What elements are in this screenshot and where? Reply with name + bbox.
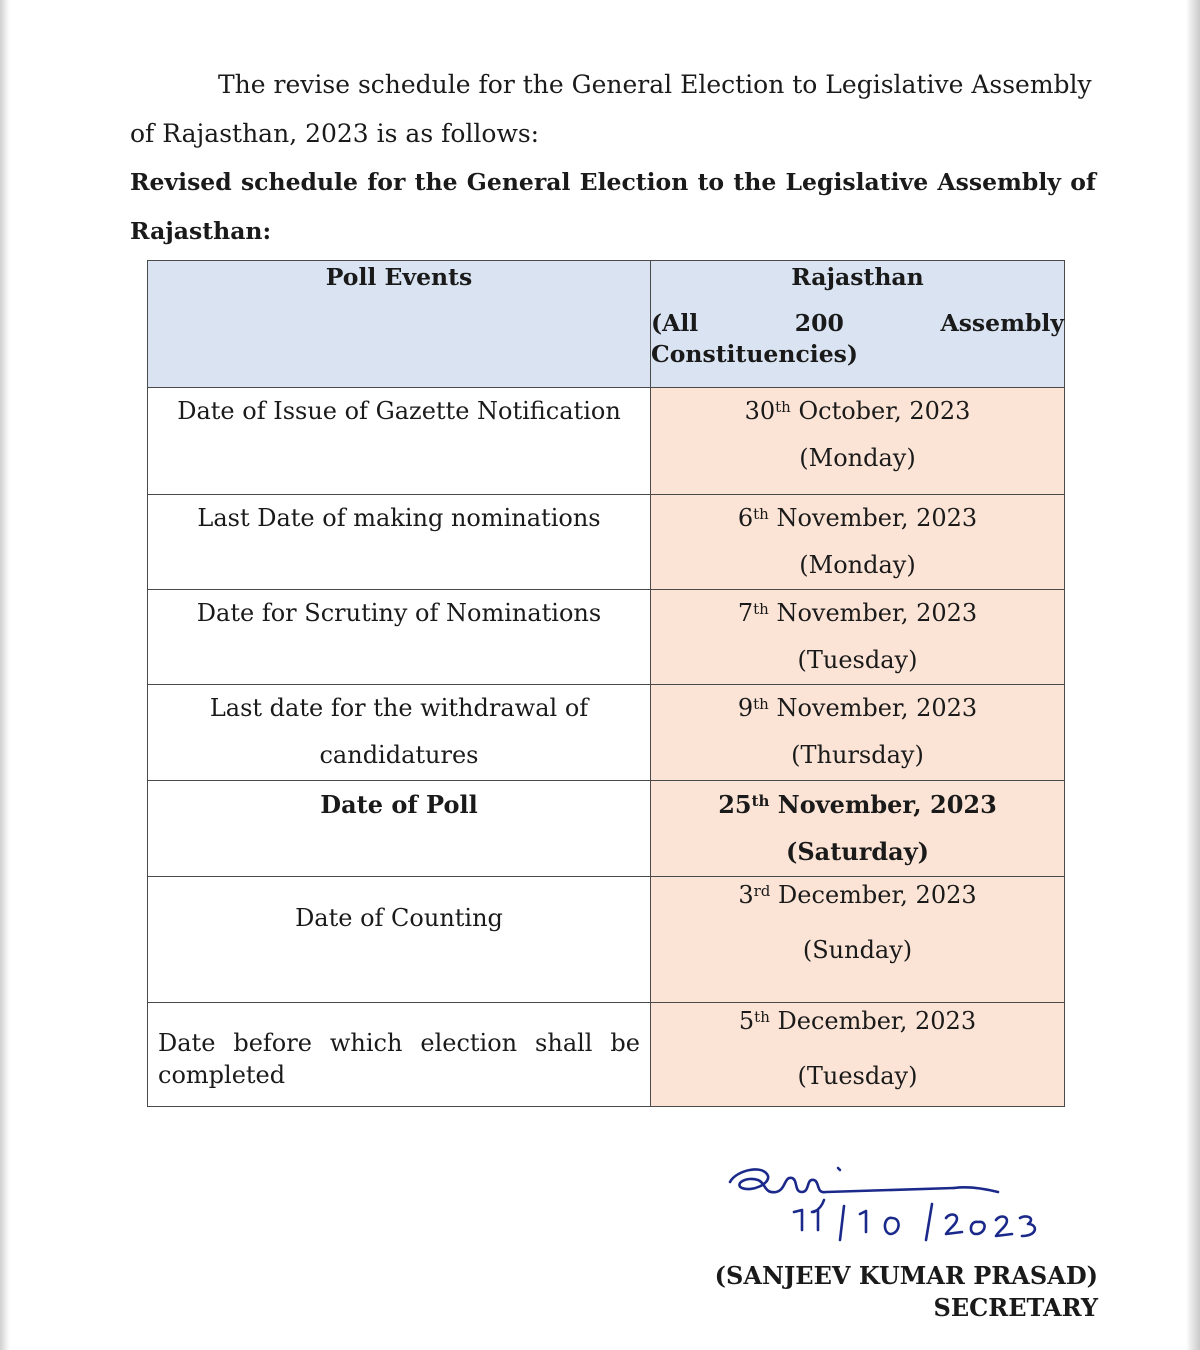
date-day: 7 (737, 599, 754, 627)
weekday: (Saturday) (785, 837, 930, 866)
date-ordinal: th (753, 600, 769, 618)
header-state-title: Rajasthan (791, 263, 924, 291)
table-header-row (148, 261, 1065, 388)
event-cell: Date of Issue of Gazette Notification (148, 388, 651, 495)
weekday: (Monday) (799, 444, 916, 472)
date-ordinal: th (775, 398, 791, 416)
schedule-heading: Revised schedule for the General Election to the Legislative Assembly of Rajasthan: (130, 168, 1096, 245)
date-line (651, 495, 1064, 542)
date-cell (651, 388, 1065, 495)
date-ordinal: rd (753, 882, 771, 900)
weekday: (Monday) (799, 551, 916, 579)
event-line: candidatures (319, 741, 479, 769)
event-cell (148, 685, 651, 781)
event-cell: Last Date of making nominations (148, 495, 651, 590)
date-month-year: November, 2023 (768, 599, 978, 627)
date-line (651, 1003, 1064, 1039)
handwritten-signature (706, 1148, 1098, 1248)
weekday: (Thursday) (791, 741, 924, 769)
table-row (148, 1003, 1065, 1107)
table-row (148, 877, 1065, 1003)
date-cell (651, 685, 1065, 781)
weekday: (Sunday) (802, 936, 913, 964)
date-month-year: October, 2023 (790, 397, 971, 425)
date-day: 25 (718, 790, 752, 819)
date-line (651, 590, 1064, 637)
signatory-block (715, 1260, 1098, 1324)
date-month-year: November, 2023 (768, 694, 978, 722)
page-edge-right (1186, 0, 1200, 1350)
date-line (651, 685, 1064, 732)
weekday: (Tuesday) (797, 1062, 918, 1090)
date-ordinal: th (751, 792, 770, 810)
event-cell: Date for Scrutiny of Nominations (148, 590, 651, 685)
table-row (148, 495, 1065, 590)
header-state-subtitle: (All 200 Assembly Constituencies) (651, 309, 1064, 368)
table-row (148, 388, 1065, 495)
date-month-year: December, 2023 (770, 881, 977, 909)
event-cell: Date of Poll (148, 781, 651, 877)
header-rajasthan (651, 261, 1065, 388)
date-day: 30 (744, 397, 776, 425)
intro-paragraph: The revise schedule for the General Election to Legislative Assembly of Rajasthan, 2023 is as follows: (130, 70, 1092, 148)
event-cell: Date before which election shall be completed (148, 1003, 651, 1107)
signatory-name: (SANJEEV KUMAR PRASAD) (714, 1261, 1098, 1290)
table-row (148, 685, 1065, 781)
date-line (651, 388, 1064, 435)
date-month-year: December, 2023 (769, 1007, 977, 1035)
signature-drawing (706, 1148, 1098, 1248)
date-cell (651, 495, 1065, 590)
date-ordinal: th (753, 695, 769, 713)
date-day: 6 (737, 504, 754, 532)
event-cell: Date of Counting (148, 877, 651, 1003)
date-ordinal: th (754, 1008, 770, 1026)
event-line: Last date for the withdrawal of (209, 694, 589, 722)
date-month-year: November, 2023 (769, 790, 997, 819)
date-cell (651, 1003, 1065, 1107)
date-cell (651, 781, 1065, 877)
signatory-title: SECRETARY (933, 1293, 1098, 1322)
table-row (148, 590, 1065, 685)
date-cell (651, 877, 1065, 1003)
date-day: 3 (738, 881, 754, 909)
schedule-table (147, 260, 1065, 1107)
date-ordinal: th (753, 505, 769, 523)
date-line (651, 781, 1064, 828)
header-poll-events: Poll Events (148, 261, 651, 388)
date-day: 9 (737, 694, 754, 722)
page-edge-left (0, 0, 10, 1350)
date-cell (651, 590, 1065, 685)
table-row-poll (148, 781, 1065, 877)
date-month-year: November, 2023 (768, 504, 978, 532)
date-line (651, 877, 1064, 913)
weekday: (Tuesday) (797, 646, 918, 674)
date-day: 5 (738, 1007, 755, 1035)
